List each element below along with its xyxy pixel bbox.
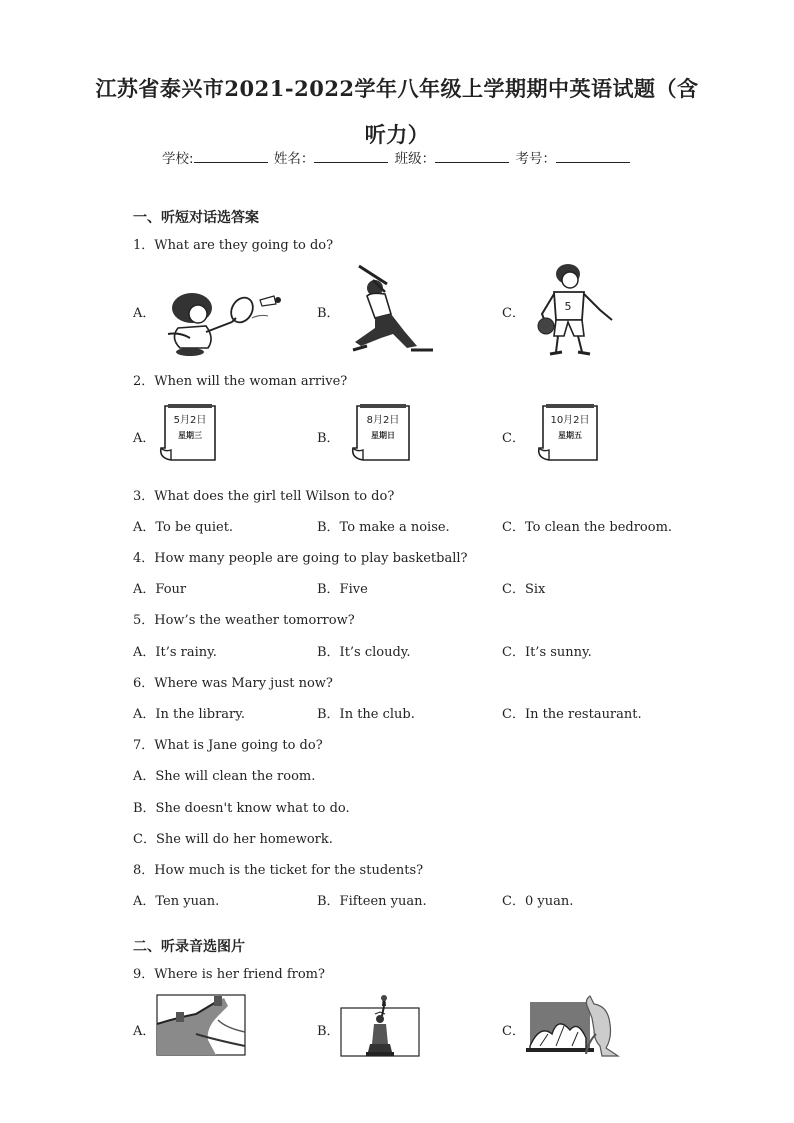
baseball-batter-icon [345,262,440,357]
calendar-icon-c [535,402,599,464]
title-line-1: 江苏省泰兴市2021-2022学年八年级上学期期中英语试题（含 [95,76,699,101]
question-2: 2．When will the woman arrive? [133,374,348,389]
q5-option-c[interactable]: C．It’s sunny. [502,645,592,660]
q3-option-c[interactable]: C．To clean the bedroom. [502,520,673,535]
great-wall-icon [156,994,246,1056]
calendar-b-date: 8月2日 [366,415,400,426]
class-label: 班级： [394,151,436,167]
title-line-2: 听力） [364,122,430,147]
q8-option-a[interactable]: A．Ten yuan. [133,894,220,909]
page-title [0,66,794,158]
number-label: 考号： [515,151,556,167]
name-field[interactable] [314,150,388,163]
question-5: 5．How’s the weather tomorrow? [133,613,355,628]
q4-option-b[interactable]: B．Five [317,582,368,597]
q4-option-c[interactable]: C．Six [502,582,546,597]
school-field[interactable] [194,150,268,163]
name-label: 姓名： [273,151,315,167]
school-label: 学校: [162,151,194,167]
question-8: 8．How much is the ticket for the students? [133,863,424,878]
svg-text:5: 5 [564,300,572,313]
q6-option-a[interactable]: A．In the library. [133,707,246,722]
q5-option-b[interactable]: B．It’s cloudy. [317,645,411,660]
number-field[interactable] [556,150,630,163]
q3-option-b[interactable]: B．To make a noise. [317,520,450,535]
basketball-player-icon [530,262,620,357]
q6-option-b[interactable]: B．In the club. [317,707,415,722]
section-title-2: 二、听录音选图片 [133,939,245,955]
question-7: 7．What is Jane going to do? [133,738,323,753]
q2-option-a[interactable]: A． [133,431,156,446]
q9-option-a[interactable]: A． [133,1024,156,1039]
q7-option-c[interactable]: C．She will do her homework. [133,832,333,847]
student-info-row [0,147,794,167]
q2-option-b[interactable]: B． [317,431,340,446]
q9-option-c[interactable]: C． [502,1024,525,1039]
q1-option-b[interactable]: B． [317,306,340,321]
q1-option-a[interactable]: A． [133,306,156,321]
q3-option-a[interactable]: A．To be quiet. [133,520,234,535]
calendar-icon-a [157,402,217,464]
question-1: 1．What are they going to do? [133,238,334,253]
q5-option-a[interactable]: A．It’s rainy. [133,645,217,660]
q7-option-a[interactable]: A．She will clean the room. [133,769,316,784]
q4-option-a[interactable]: A．Four [133,582,187,597]
q1-option-c[interactable]: C． [502,306,525,321]
calendar-a-date: 5月2日 [173,415,207,426]
question-6: 6．Where was Mary just now? [133,676,333,691]
section-title-1: 一、听短对话选答案 [133,210,259,226]
q7-option-b[interactable]: B．She doesn't know what to do. [133,801,350,816]
q8-option-b[interactable]: B．Fifteen yuan. [317,894,427,909]
q8-option-c[interactable]: C．0 yuan. [502,894,574,909]
calendar-icon-b [349,402,411,464]
badminton-player-icon [160,288,290,358]
calendar-c-weekday: 星期五 [558,431,582,440]
calendar-a-weekday: 星期三 [178,431,202,440]
q2-option-c[interactable]: C． [502,431,525,446]
question-4: 4．How many people are going to play basketball? [133,551,468,566]
question-3: 3．What does the girl tell Wilson to do? [133,489,395,504]
sydney-opera-house-kangaroo-icon [526,994,624,1058]
calendar-c-date: 10月2日 [550,415,590,426]
class-field[interactable] [435,150,509,163]
q9-option-b[interactable]: B． [317,1024,340,1039]
question-9: 9．Where is her friend from? [133,967,325,982]
statue-of-liberty-icon [340,994,420,1058]
calendar-b-weekday: 星期日 [371,431,395,440]
q6-option-c[interactable]: C．In the restaurant. [502,707,642,722]
